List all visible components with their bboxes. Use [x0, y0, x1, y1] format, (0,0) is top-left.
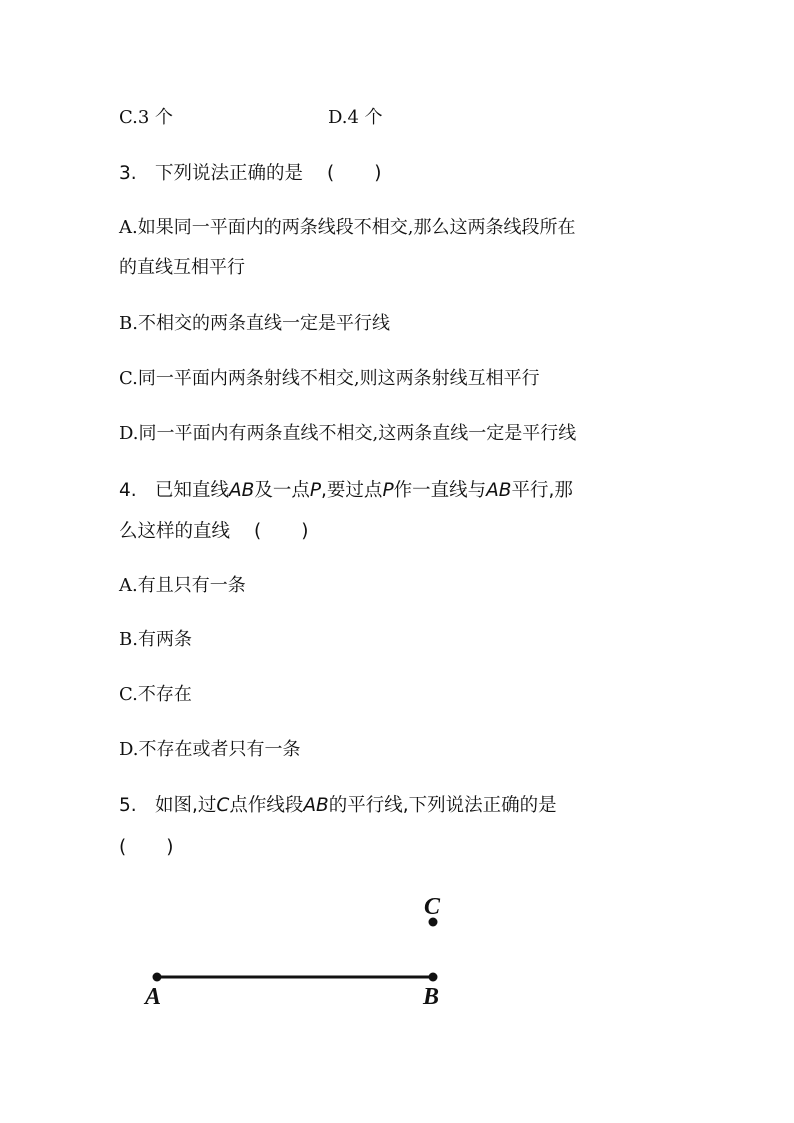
question-number: 4. [119, 480, 137, 501]
option-a: A.如果同一平面内的两条线段不相交,那么这两条线段所在 [119, 217, 576, 238]
line-ab: AB [229, 480, 255, 501]
option-d: D.4 个 [328, 107, 383, 128]
option-a: A.有且只有一条 [119, 575, 246, 596]
label-c: C [424, 894, 441, 920]
paren-open: ( [327, 163, 335, 184]
paren-open: ( [254, 521, 262, 542]
option-c: C.不存在 [119, 684, 192, 705]
option-b: B.不相交的两条直线一定是平行线 [119, 313, 390, 334]
label-a: A [145, 984, 162, 1010]
paren-close: ) [374, 163, 382, 184]
text-segment: 平行,那 [511, 480, 573, 501]
option-c: C.3 个 [119, 107, 174, 128]
segment-ab: AB [303, 795, 329, 816]
point-b-dot [429, 973, 438, 982]
option-d: D.同一平面内有两条直线不相交,这两条直线一定是平行线 [119, 423, 577, 444]
paren-close: ) [166, 837, 174, 858]
question-text: 下列说法正确的是 [155, 163, 304, 184]
text-segment: 已知直线 [155, 480, 230, 501]
point-c: C [216, 795, 230, 816]
text-segment: ,要过点 [321, 480, 383, 501]
point-p: P [309, 480, 322, 501]
text-segment: 及一点 [254, 480, 310, 501]
text-segment: 作一直线与 [393, 480, 487, 501]
option-c: C.同一平面内两条射线不相交,则这两条射线互相平行 [119, 368, 540, 389]
option-a-continued: 的直线互相平行 [119, 257, 245, 278]
point-a-dot [153, 973, 162, 982]
text-segment: 的平行线,下列说法正确的是 [328, 795, 557, 816]
paren-close: ) [301, 521, 309, 542]
option-d: D.不存在或者只有一条 [119, 739, 301, 760]
question-number: 3. [119, 163, 137, 184]
paren-open: ( [119, 837, 127, 858]
question-number: 5. [119, 795, 137, 816]
label-b: B [423, 984, 440, 1010]
point-p: P [382, 480, 394, 501]
text-segment: 如图,过 [155, 795, 217, 816]
line-ab: AB [486, 480, 512, 501]
text-segment: 么这样的直线 [119, 521, 231, 542]
option-b: B.有两条 [119, 629, 192, 650]
text-segment: 点作线段 [229, 795, 304, 816]
